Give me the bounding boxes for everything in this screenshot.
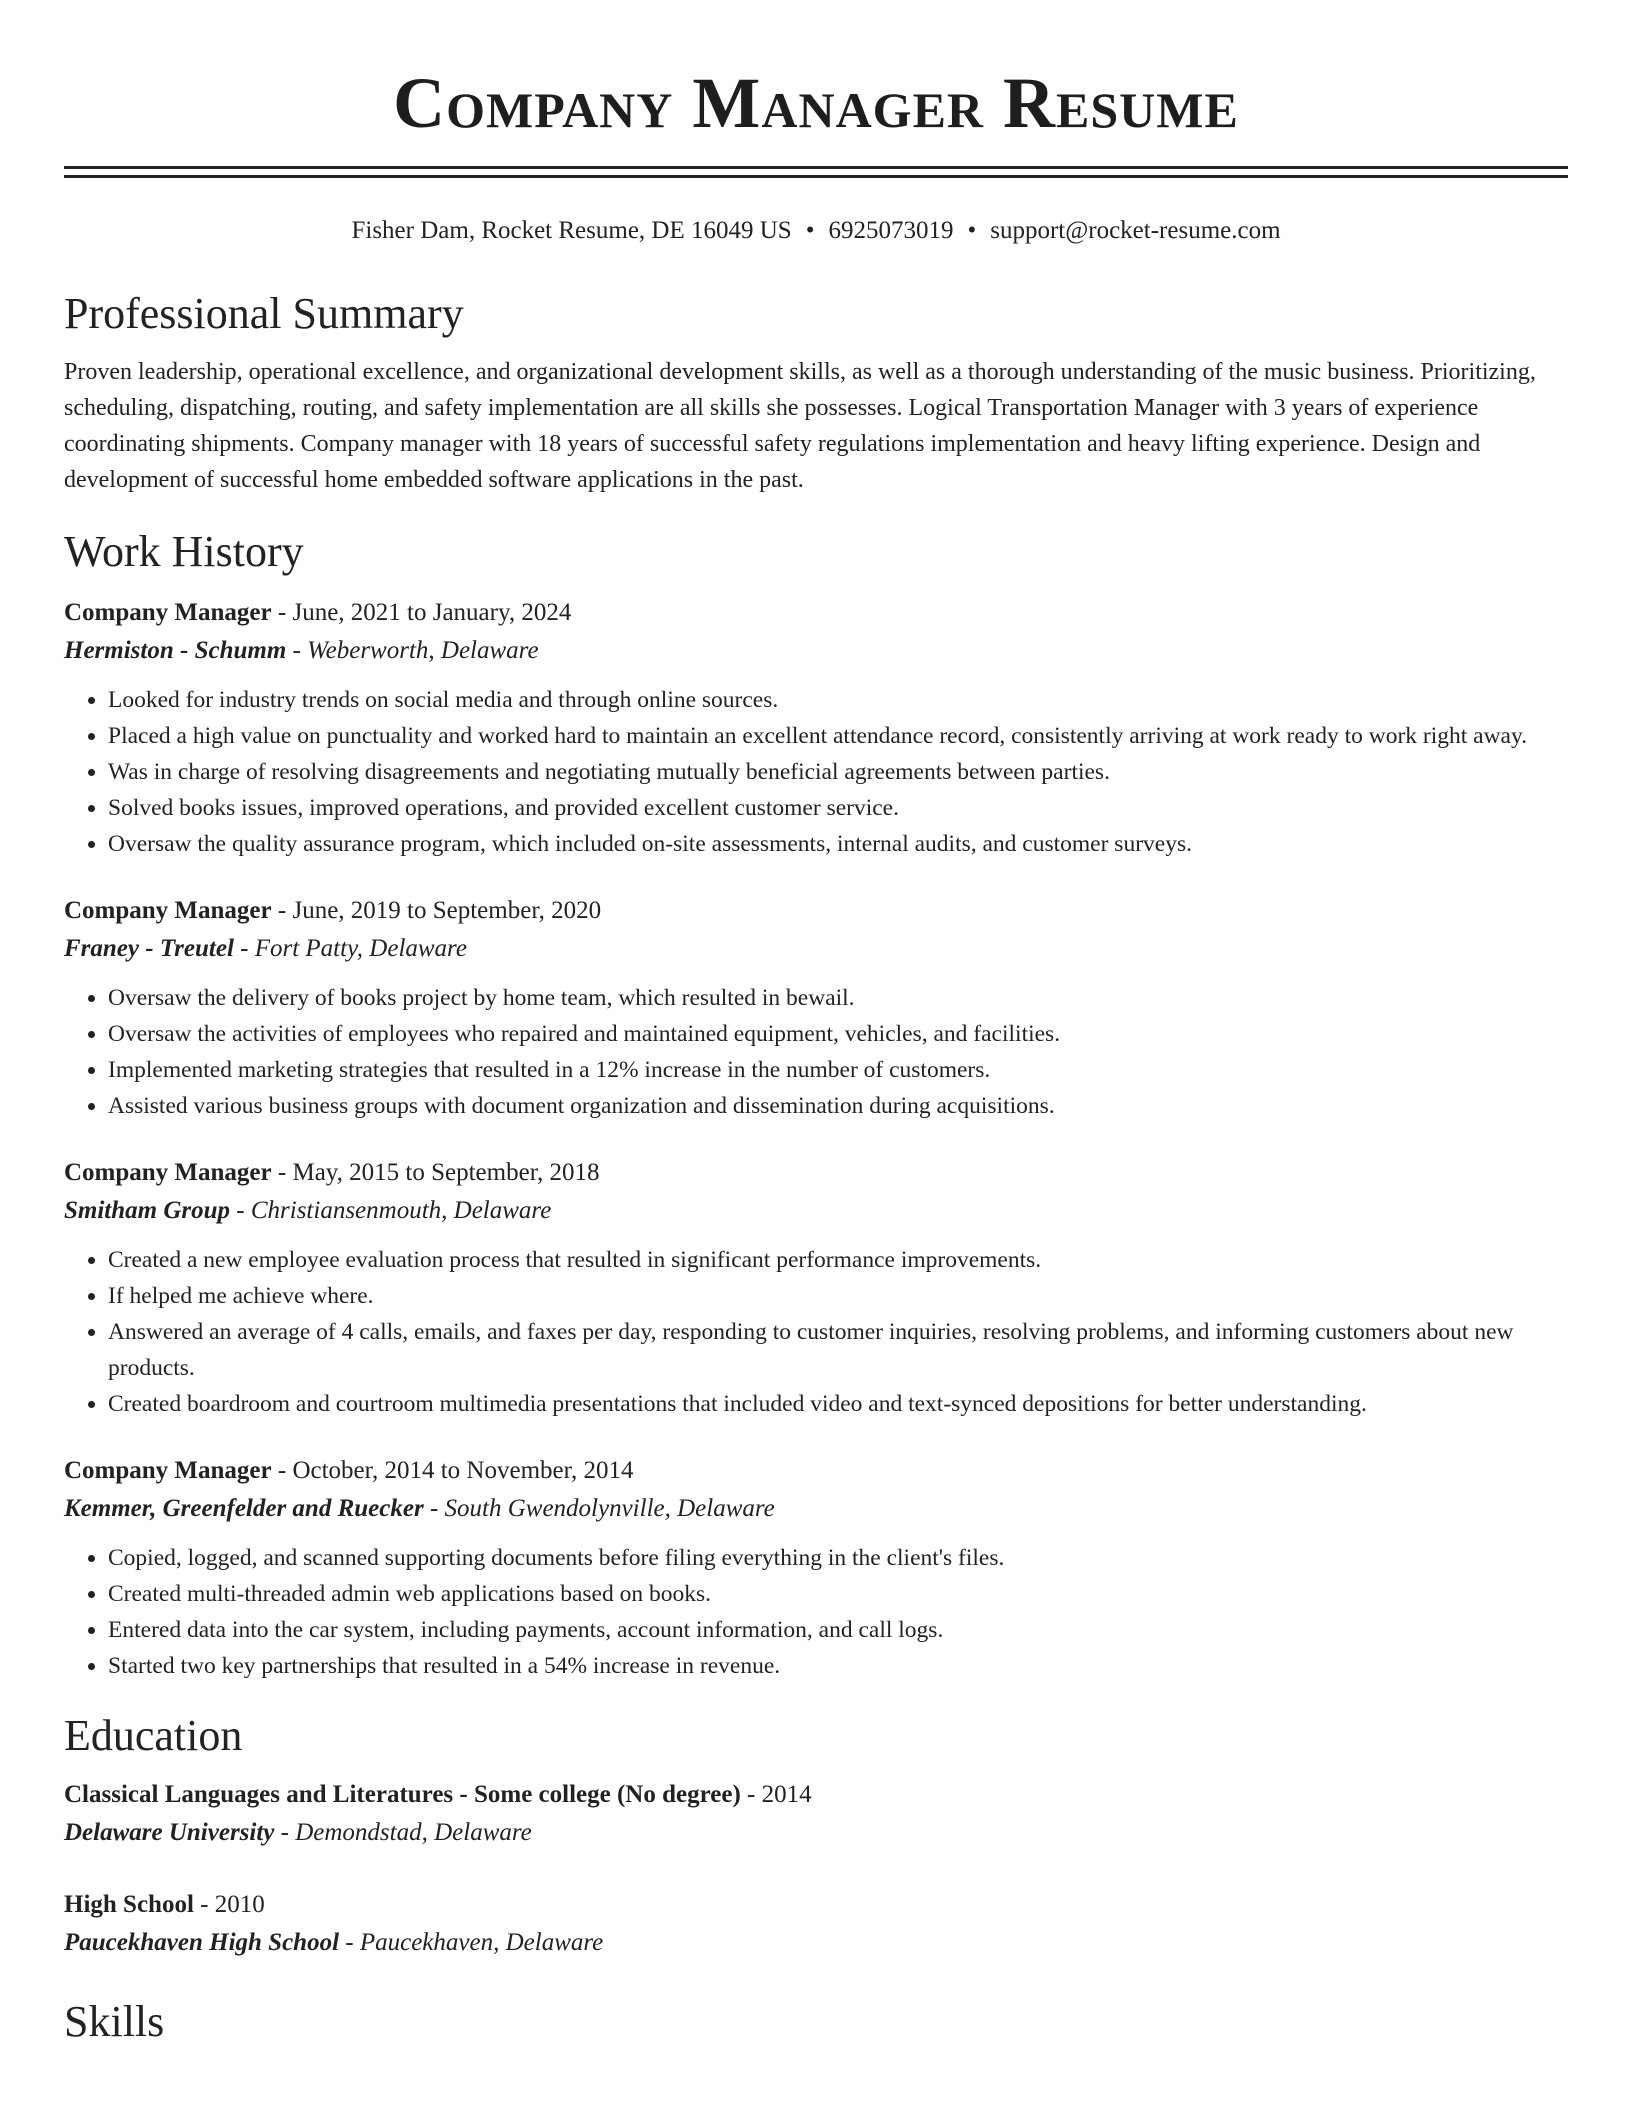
education-degree-line [64, 1776, 1568, 1814]
education-school-line [64, 1924, 1568, 1962]
education-location: - Paucekhaven, Delaware [339, 1929, 604, 1956]
contact-separator: • [805, 217, 815, 244]
job-company: Hermiston - Schumm [64, 637, 287, 664]
job-entry [64, 1154, 1568, 1422]
education-school-line [64, 1814, 1568, 1852]
summary-text: Proven leadership, operational excellence, and organizational development skills, as well as a thorough understanding of the music business. Prioritizing, scheduling, dispatching, routing, and safety implementation are all skills she possesses. Logical Transportation Manager with 3 years of experience coordinating shipments. Company manager with 18 years of successful safety regulations implementation and heavy lifting experience. Design and development of successful home embedded software applications in the past. [64, 359, 1536, 493]
job-dates: - May, 2015 to September, 2018 [271, 1159, 600, 1186]
job-title: Company Manager [64, 1159, 272, 1186]
job-title: Company Manager [64, 1457, 272, 1484]
job-title-line [64, 1154, 1568, 1192]
contact-email: support@rocket-resume.com [990, 217, 1281, 244]
contact-line [64, 214, 1568, 248]
list-item: • Was in charge of resolving disagreements and negotiating mutually beneficial agreements between parties. [108, 754, 1568, 790]
list-item: • Placed a high value on punctuality and worked hard to maintain an excellent attendance record, consistently arriving at work ready to work right away. [108, 718, 1568, 754]
list-item: • Created boardroom and courtroom multimedia presentations that included video and text-synced depositions for better understanding. [108, 1386, 1568, 1422]
title-divider [64, 166, 1568, 169]
title-divider-second [64, 175, 1568, 178]
job-entry [64, 1452, 1568, 1684]
job-company-line [64, 1490, 1568, 1528]
job-dates: - June, 2019 to September, 2020 [271, 897, 602, 924]
job-title-line [64, 594, 1568, 632]
education-school: Paucekhaven High School [64, 1929, 340, 1956]
job-bullets [64, 1540, 1568, 1684]
list-item: • Entered data into the car system, including payments, account information, and call logs. [108, 1612, 1568, 1648]
list-item: • Created a new employee evaluation process that resulted in significant performance improvements. [108, 1242, 1568, 1278]
summary-heading: Professional Summary [64, 289, 464, 338]
list-item: • Implemented marketing strategies that resulted in a 12% increase in the number of customers. [108, 1052, 1568, 1088]
education-school: Delaware University [64, 1819, 275, 1846]
skills-heading: Skills [64, 1997, 165, 2046]
list-item: • Copied, logged, and scanned supporting documents before filing everything in the client's files. [108, 1540, 1568, 1576]
list-item: • If helped me achieve where. [108, 1278, 1568, 1314]
job-bullets [64, 682, 1568, 862]
job-location: - South Gwendolynville, Delaware [423, 1495, 775, 1522]
list-item: • Looked for industry trends on social media and through online sources. [108, 682, 1568, 718]
education-year: - 2014 [740, 1781, 812, 1808]
job-bullets [64, 980, 1568, 1124]
education-degree-line [64, 1886, 1568, 1924]
education-entry [64, 1776, 1568, 1852]
contact-phone: 6925073019 [828, 217, 954, 244]
list-item: • Answered an average of 4 calls, emails, and faxes per day, responding to customer inquiries, resolving problems, and informing customers about new products. [108, 1314, 1568, 1386]
education-heading: Education [64, 1711, 243, 1760]
education-entry [64, 1886, 1568, 1962]
list-item: • Assisted various business groups with document organization and dissemination during acquisitions. [108, 1088, 1568, 1124]
list-item: • Started two key partnerships that resulted in a 54% increase in revenue. [108, 1648, 1568, 1684]
work-history-heading: Work History [64, 527, 304, 576]
job-location: - Weberworth, Delaware [286, 637, 539, 664]
job-company: Franey - Treutel [64, 935, 234, 962]
list-item: • Oversaw the quality assurance program, which included on-site assessments, internal audits, and customer surveys. [108, 826, 1568, 862]
list-item: • Oversaw the activities of employees who repaired and maintained equipment, vehicles, and facilities. [108, 1016, 1568, 1052]
list-item: • Created multi-threaded admin web applications based on books. [108, 1576, 1568, 1612]
job-title: Company Manager [64, 897, 272, 924]
contact-address: Fisher Dam, Rocket Resume, DE 16049 US [351, 217, 792, 244]
list-item: • Oversaw the delivery of books project by home team, which resulted in bewail. [108, 980, 1568, 1016]
education-degree: High School [64, 1891, 194, 1918]
job-title: Company Manager [64, 599, 272, 626]
job-company-line [64, 632, 1568, 670]
education-degree: Classical Languages and Literatures - Some college (No degree) [64, 1781, 741, 1808]
job-title-line [64, 892, 1568, 930]
job-dates: - June, 2021 to January, 2024 [271, 599, 572, 626]
job-entry [64, 892, 1568, 1124]
page-title: Company Manager Resume [393, 63, 1239, 143]
job-entry [64, 594, 1568, 862]
contact-separator: • [967, 217, 977, 244]
job-location: - Fort Patty, Delaware [233, 935, 467, 962]
job-dates: - October, 2014 to November, 2014 [271, 1457, 634, 1484]
job-company-line [64, 1192, 1568, 1230]
education-year: - 2010 [193, 1891, 265, 1918]
list-item: • Solved books issues, improved operations, and provided excellent customer service. [108, 790, 1568, 826]
job-company: Smitham Group [64, 1197, 231, 1224]
job-location: - Christiansenmouth, Delaware [230, 1197, 552, 1224]
job-company-line [64, 930, 1568, 968]
job-title-line [64, 1452, 1568, 1490]
job-bullets [64, 1242, 1568, 1422]
job-company: Kemmer, Greenfelder and Ruecker [64, 1495, 424, 1522]
education-location: - Demondstad, Delaware [274, 1819, 532, 1846]
